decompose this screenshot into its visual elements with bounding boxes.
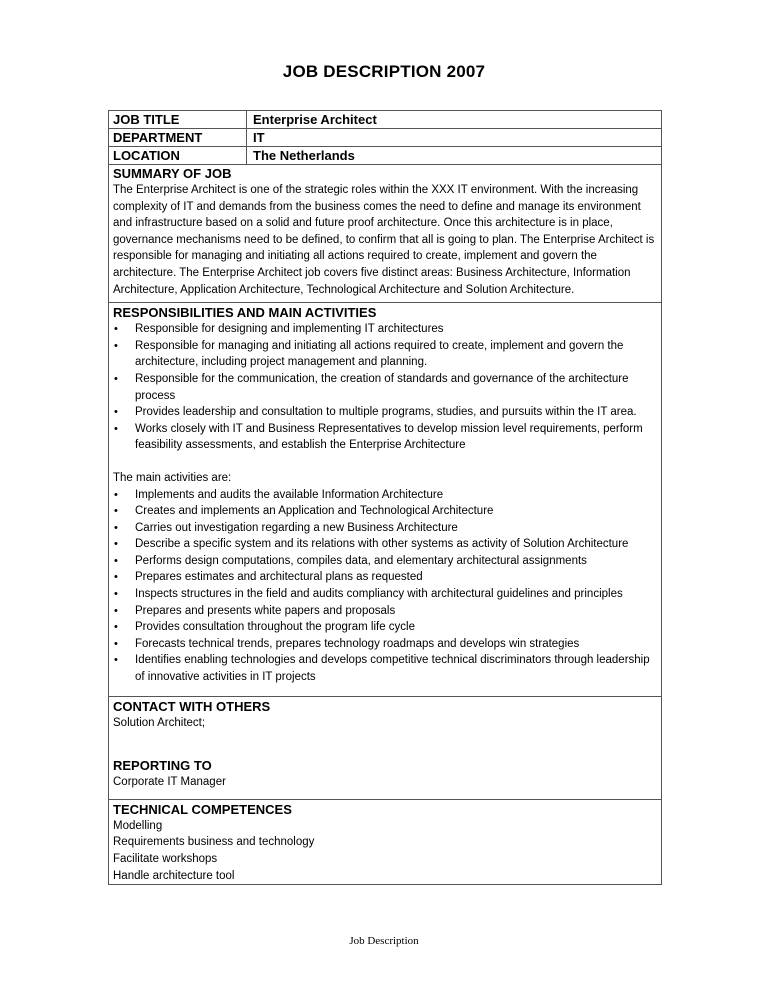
competence-item: Handle architecture tool — [113, 869, 235, 882]
list-item — [113, 503, 657, 520]
bullet-icon: • — [114, 604, 118, 617]
competence-item: Facilitate workshops — [113, 853, 218, 865]
job-description-table — [108, 110, 662, 885]
bullet-icon: • — [114, 621, 118, 634]
bullet-icon: • — [114, 571, 118, 584]
list-item — [113, 636, 657, 653]
responsibilities-section — [109, 303, 661, 696]
list-item-text: Creates and implements an Application and Technological Architecture — [135, 505, 494, 518]
info-label: DEPARTMENT — [109, 129, 247, 146]
list-item-text: Describe a specific system and its relations with other systems as activity of Solution Architecture — [135, 538, 629, 551]
responsibilities-list — [113, 321, 657, 454]
list-item-text: Carries out investigation regarding a new Business Architecture — [135, 521, 458, 534]
list-item — [113, 586, 657, 603]
list-item — [113, 652, 657, 685]
bullet-icon: • — [114, 505, 118, 518]
list-item-text: Provides consultation throughout the program life cycle — [135, 621, 415, 634]
competences-section — [109, 800, 661, 884]
summary-section — [109, 165, 661, 303]
bullet-icon: • — [114, 422, 118, 435]
bullet-icon: • — [114, 637, 118, 650]
list-item — [113, 553, 657, 570]
list-item — [113, 603, 657, 620]
list-item-text: Performs design computations, compiles data, and elementary architectural assignments — [135, 554, 587, 567]
list-item-text: Provides leadership and consultation to multiple programs, studies, and pursuits within the IT area. — [135, 406, 637, 419]
list-item — [113, 520, 657, 537]
bullet-icon: • — [114, 654, 118, 667]
list-item-text: Forecasts technical trends, prepares technology roadmaps and develops win strategies — [135, 637, 580, 650]
list-item-text: Prepares estimates and architectural plans as requested — [135, 571, 423, 584]
contact-text: Solution Architect; — [113, 716, 206, 729]
list-item-text: Implements and audits the available Information Architecture — [135, 488, 444, 501]
info-label: JOB TITLE — [109, 111, 247, 128]
bullet-icon: • — [114, 339, 118, 352]
summary-heading: SUMMARY OF JOB — [113, 166, 232, 181]
responsibilities-heading: RESPONSIBILITIES AND MAIN ACTIVITIES — [113, 305, 377, 321]
list-item — [113, 371, 657, 404]
bullet-icon: • — [114, 588, 118, 601]
info-value: IT — [253, 130, 265, 145]
bullet-icon: • — [114, 554, 118, 567]
info-row-department — [109, 129, 661, 147]
list-item — [113, 321, 657, 338]
list-item-text: Works closely with IT and Business Representatives to develop mission level requirements, perform feasibility assessments, and establish the Enterprise Architecture — [135, 422, 643, 452]
reporting-text: Corporate IT Manager — [113, 776, 226, 789]
info-row-location — [109, 147, 661, 165]
activities-list — [113, 487, 657, 686]
list-item — [113, 421, 657, 454]
info-value: Enterprise Architect — [253, 112, 377, 127]
list-item — [113, 338, 657, 371]
list-item-text: Responsible for the communication, the creation of standards and governance of the architecture process — [135, 372, 629, 402]
reporting-heading: REPORTING TO — [113, 758, 212, 774]
list-item — [113, 619, 657, 636]
bullet-icon: • — [114, 521, 118, 534]
bullet-icon: • — [114, 538, 118, 551]
list-item-text: Inspects structures in the field and audits compliancy with architectural guidelines and principles — [135, 588, 623, 601]
list-item-text: Identifies enabling technologies and develops competitive technical discriminators through leadership of innovative activities in IT projects — [135, 654, 650, 684]
list-item — [113, 536, 657, 553]
list-item-text: Responsible for designing and implementing IT architectures — [135, 323, 444, 336]
page-title: JOB DESCRIPTION 2007 — [282, 62, 486, 81]
competences-heading: TECHNICAL COMPETENCES — [113, 801, 292, 817]
bullet-icon: • — [114, 488, 118, 501]
list-item — [113, 569, 657, 586]
info-label: LOCATION — [109, 147, 247, 164]
page-footer: Job Description — [349, 935, 419, 947]
list-item-text: Responsible for managing and initiating all actions required to create, implement and govern the architecture, including project management and planning. — [135, 339, 624, 369]
competence-item: Requirements business and technology — [113, 836, 315, 849]
list-item-text: Prepares and presents white papers and proposals — [135, 604, 396, 617]
contact-heading: CONTACT WITH OTHERS — [113, 698, 271, 714]
list-item — [113, 404, 657, 421]
competence-item: Modelling — [113, 819, 163, 832]
info-value: The Netherlands — [253, 148, 355, 163]
bullet-icon: • — [114, 406, 118, 419]
activities-intro: The main activities are: — [113, 471, 232, 484]
bullet-icon: • — [114, 372, 118, 385]
list-item — [113, 487, 657, 504]
summary-text: The Enterprise Architect is one of the strategic roles within the XXX IT environment. With the increasing complexity of IT and demands from the business comes the need to define and manage its environment and infrastructure based on a solid and future proof architecture. Once this architecture is in place, governance mechanisms need to be defined, to confirm that all is going to plan. The Enterprise Architect is responsible for managing and initiating all actions required to create, implement and govern the architecture. The Enterprise Architect job covers five distinct areas: Business Architecture, Information Architecture, Application Architecture, Technological Architecture and Solution Architecture. — [113, 184, 655, 296]
contact-section — [109, 697, 661, 800]
bullet-icon: • — [114, 323, 118, 336]
info-row-job-title — [109, 111, 661, 129]
